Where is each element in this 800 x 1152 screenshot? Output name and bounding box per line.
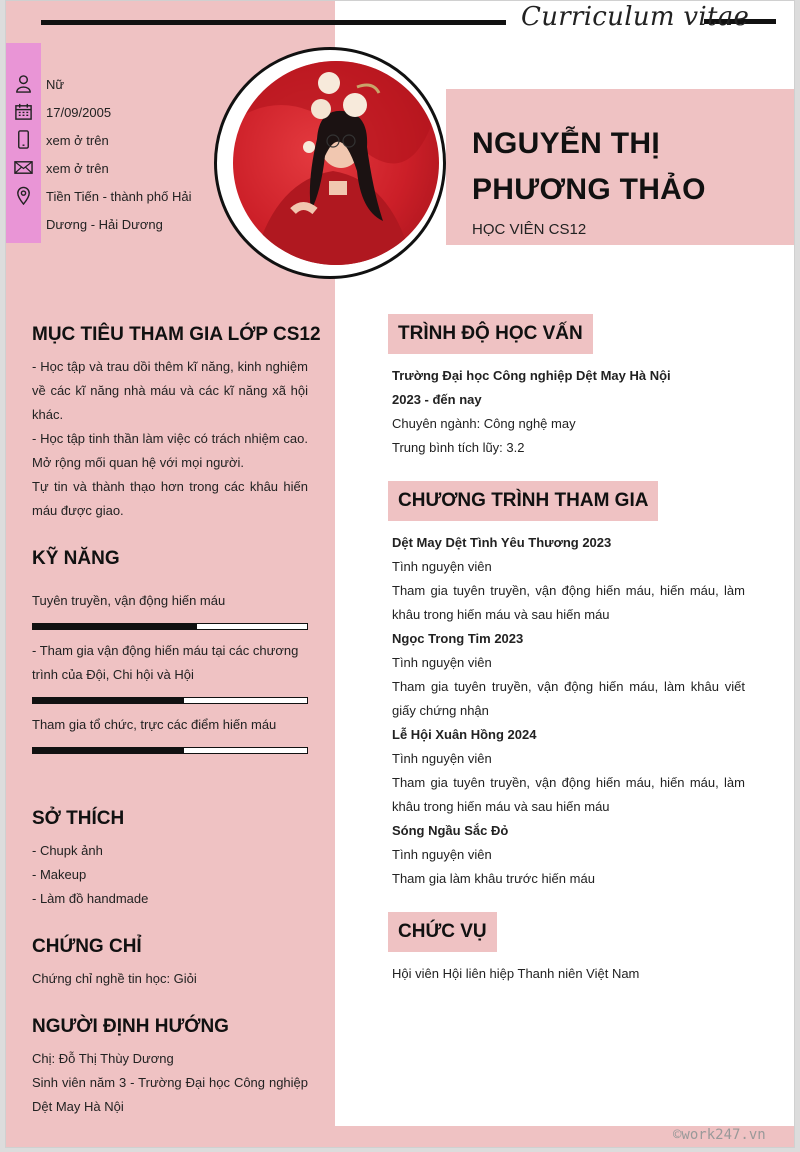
programs-heading: CHƯƠNG TRÌNH THAM GIA: [388, 481, 658, 521]
positions-heading: CHỨC VỤ: [388, 912, 497, 952]
contact-gender: Nữ: [46, 77, 65, 92]
certificates-heading: CHỨNG CHỈ: [32, 936, 142, 957]
profile-photo: [233, 61, 439, 265]
program-role: Tình nguyện viên: [392, 559, 492, 574]
profile-name-line2: PHƯƠNG THẢO: [472, 173, 706, 206]
hobby-item: - Chupk ảnh: [32, 843, 103, 858]
skill-progress-bar: [32, 623, 308, 630]
program-title: Sóng Ngầu Sắc Đỏ: [392, 823, 509, 838]
location-pin-icon: [14, 186, 33, 205]
hobby-item: - Makeup: [32, 867, 87, 882]
portrait-illustration: [233, 61, 439, 265]
skill-progress-bar: [32, 697, 308, 704]
education-gpa: Trung bình tích lũy: 3.2: [392, 440, 525, 455]
program-role: Tình nguyện viên: [392, 751, 492, 766]
program-title: Lễ Hội Xuân Hồng 2024: [392, 727, 537, 742]
watermark: ©work247.vn: [673, 1127, 766, 1143]
contact-phone: xem ở trên: [46, 133, 109, 148]
education-heading: TRÌNH ĐỘ HỌC VẤN: [388, 314, 593, 354]
program-title: Ngọc Trong Tim 2023: [392, 631, 524, 646]
hobby-item: - Làm đồ handmade: [32, 891, 149, 906]
contact-address-line2: Dương - Hải Dương: [46, 217, 163, 232]
program-desc: Tham gia tuyên truyền, vận động hiến máu, làm khâu viết giấy chứng nhận: [392, 679, 745, 718]
program-desc: Tham gia tuyên truyền, vận động hiến máu, hiến máu, làm khâu trong hiến máu và sau hiến máu: [392, 775, 745, 814]
skill-label: - Tham gia vận động hiến máu tại các chương trình của Đội, Chi hội và Hội: [32, 643, 299, 682]
mentor-heading: NGƯỜI ĐỊNH HƯỚNG: [32, 1016, 229, 1037]
phone-icon: [14, 130, 33, 149]
position-item: Hội viên Hội liên hiệp Thanh niên Việt Nam: [392, 966, 640, 981]
person-icon: [14, 74, 33, 93]
program-role: Tình nguyện viên: [392, 847, 492, 862]
cv-title: Curriculum vitae: [521, 2, 750, 32]
skill-label: Tuyên truyền, vận động hiến máu: [32, 593, 226, 608]
program-desc: Tham gia làm khâu trước hiến máu: [392, 871, 595, 886]
skill-progress-fill: [33, 748, 184, 753]
cv-page: [5, 0, 795, 1148]
objective-text: - Học tập và trau dồi thêm kĩ năng, kinh nghiệm về các kĩ năng nhà máu và các kĩ năng xã hội khác. - Học tập tinh thần làm việc có trách nhiệm cao. Mở rộng mối quan hệ với mọi người. Tự tin và thành thạo hơn trong các khâu hiến máu được giao.: [32, 359, 308, 518]
program-desc: Tham gia tuyên truyền, vận động hiến máu, hiến máu, làm khâu trong hiến máu và sau hiến máu: [392, 583, 745, 622]
mentor-name: Chị: Đỗ Thị Thùy Dương: [32, 1051, 174, 1066]
skills-heading: KỸ NĂNG: [32, 548, 120, 569]
certificate-item: Chứng chỉ nghề tin học: Giỏi: [32, 971, 197, 986]
education-period: 2023 - đến nay: [392, 392, 482, 407]
education-major: Chuyên ngành: Công nghệ may: [392, 416, 576, 431]
mentor-detail: Sinh viên năm 3 - Trường Đại học Công nghiệp Dệt May Hà Nội: [32, 1075, 308, 1114]
program-title: Dệt May Dệt Tình Yêu Thương 2023: [392, 535, 612, 550]
objective-heading: MỤC TIÊU THAM GIA LỚP CS12: [32, 324, 321, 345]
contact-email: xem ở trên: [46, 161, 109, 176]
skill-progress-fill: [33, 624, 197, 629]
skill-progress-fill: [33, 698, 184, 703]
profile-name: [472, 121, 706, 213]
profile-role: HỌC VIÊN CS12: [472, 221, 587, 238]
skill-label: Tham gia tổ chức, trực các điểm hiến máu: [32, 717, 277, 732]
hobbies-heading: SỞ THÍCH: [32, 808, 125, 829]
contact-address-line1: Tiền Tiến - thành phố Hải: [46, 189, 192, 204]
calendar-icon: [14, 102, 33, 121]
contact-birthdate: 17/09/2005: [46, 105, 112, 120]
skill-progress-bar: [32, 747, 308, 754]
education-details: [392, 364, 745, 460]
header-rule-left: [41, 20, 506, 25]
program-role: Tình nguyện viên: [392, 655, 492, 670]
programs-list: [392, 531, 745, 891]
email-icon: [14, 158, 33, 177]
contact-icon-strip: [6, 43, 41, 243]
education-school: Trường Đại học Công nghiệp Dệt May Hà Nội: [392, 368, 671, 383]
profile-name-line1: NGUYỄN THỊ: [472, 127, 661, 160]
